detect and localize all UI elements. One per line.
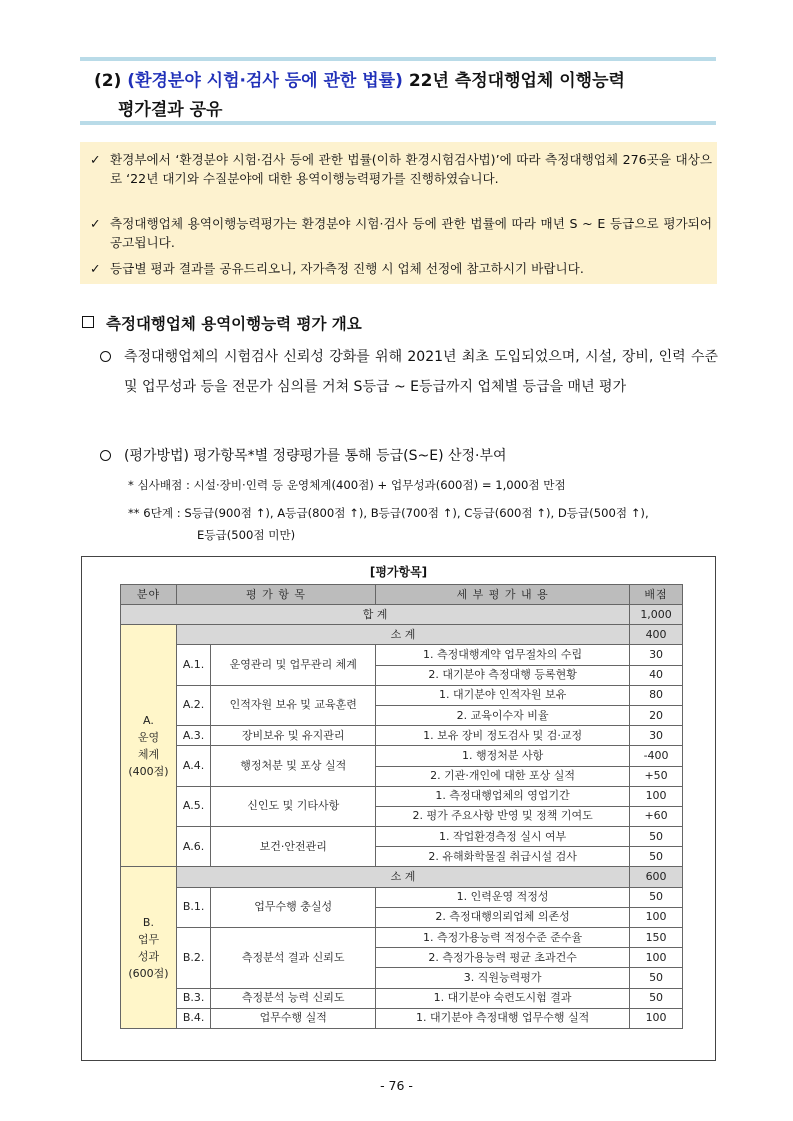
evaluation-table: [120, 584, 683, 1029]
subtotal-row: [121, 625, 683, 645]
item-name: 업무수행 충실성: [211, 887, 376, 927]
detail-score: 50: [630, 968, 683, 988]
item-code: B.3.: [176, 988, 211, 1008]
circle-bullet-icon: [100, 351, 111, 362]
square-bullet-icon: [82, 316, 94, 328]
detail-score: 80: [630, 685, 683, 705]
detail-text: 1. 측정대행계약 업무절차의 수립: [376, 645, 630, 665]
category-label-line: 체계: [137, 747, 160, 761]
grade-note: ** 6단계 : S등급(900점 ↑), A등급(800점 ↑), B등급(700점 ↑), C등급(600점 ↑), D등급(500점 ↑),: [128, 506, 649, 520]
detail-score: 30: [630, 645, 683, 665]
evaluation-table-frame: [81, 556, 716, 1061]
header-item: 평 가 항 목: [176, 585, 375, 605]
detail-score: -400: [630, 746, 683, 766]
table-row: [121, 726, 683, 746]
header-score: 배점: [630, 585, 683, 605]
page-number: - 76 -: [380, 1078, 413, 1093]
title-law-name: (환경분야 시험·검사 등에 관한 법률): [127, 71, 403, 91]
detail-text: 2. 기관·개인에 대한 포상 실적: [376, 766, 630, 786]
item-name: 행정처분 및 포상 실적: [211, 746, 376, 786]
detail-text: 1. 행정처분 사항: [376, 746, 630, 766]
category-label-line: 성과: [137, 949, 160, 963]
detail-text: 2. 대기분야 측정대행 등록현황: [376, 665, 630, 685]
item-code: B.2.: [176, 928, 211, 989]
circle-bullet-icon: [100, 450, 111, 461]
notice-item: [90, 259, 712, 278]
item-code: A.1.: [176, 645, 211, 685]
detail-text: 1. 작업환경측정 실시 여부: [376, 827, 630, 847]
table-row: [121, 1008, 683, 1028]
detail-text: 1. 측정대행업체의 영업기간: [376, 786, 630, 806]
table-header-row: [121, 585, 683, 605]
check-icon: ✓: [90, 152, 101, 167]
detail-score: 100: [630, 907, 683, 927]
bullet-text: 측정대행업체의 시험검사 신뢰성 강화를 위해 2021년 최초 도입되었으며, 시설, 장비, 인력 수준 및 업무성과 등을 전문가 심의를 거쳐 S등급 ~ E등급까지 업체별 등급을 매년 평가: [124, 349, 718, 395]
item-code: B.4.: [176, 1008, 211, 1028]
item-code: A.2.: [176, 685, 211, 725]
header-field: 분야: [121, 585, 177, 605]
detail-text: 1. 보유 장비 정도검사 및 검·교정: [376, 726, 630, 746]
table-row: [121, 746, 683, 766]
category-label-line: A.: [143, 713, 154, 727]
category-label-line: B.: [142, 915, 154, 929]
detail-score: 50: [630, 988, 683, 1008]
item-code: A.3.: [176, 726, 211, 746]
item-name: 업무수행 실적: [211, 1008, 376, 1028]
title-line-2: 평가결과 공유: [118, 100, 223, 120]
header-detail: 세 부 평 가 내 용: [376, 585, 630, 605]
detail-text: 1. 인력운영 적정성: [376, 887, 630, 907]
table-row: [121, 786, 683, 806]
document-title: [94, 67, 714, 125]
item-code: A.5.: [176, 786, 211, 826]
detail-text: 2. 측정대행의뢰업체 의존성: [376, 907, 630, 927]
detail-text: 2. 교육이수자 비율: [376, 705, 630, 725]
total-row: [121, 605, 683, 625]
detail-score: 20: [630, 705, 683, 725]
detail-score: 100: [630, 1008, 683, 1028]
item-name: 장비보유 및 유지관리: [211, 726, 376, 746]
title-bar: [80, 57, 716, 125]
item-name: 운영관리 및 업무관리 체계: [211, 645, 376, 685]
notice-item: [90, 150, 712, 188]
detail-text: 1. 측정가용능력 적정수준 준수율: [376, 928, 630, 948]
detail-text: 1. 대기분야 측정대행 업무수행 실적: [376, 1008, 630, 1028]
total-score: 1,000: [630, 605, 683, 625]
title-bottom-rule: [80, 121, 716, 125]
bullet-item: [100, 342, 718, 402]
detail-score: 50: [630, 827, 683, 847]
detail-text: 2. 측정가용능력 평균 초과건수: [376, 948, 630, 968]
total-label: 합 계: [121, 605, 630, 625]
item-code: B.1.: [176, 887, 211, 927]
title-top-rule: [80, 57, 716, 61]
subtotal-label: 소 계: [176, 867, 629, 887]
item-name: 보건·안전관리: [211, 827, 376, 867]
table-row: [121, 988, 683, 1008]
subtotal-row: [121, 867, 683, 887]
bullet-item: [100, 441, 718, 471]
item-name: 측정분석 결과 신뢰도: [211, 928, 376, 989]
check-icon: ✓: [90, 216, 101, 231]
detail-text: 1. 대기분야 숙련도시험 결과: [376, 988, 630, 1008]
category-cell: [121, 625, 177, 867]
item-code: A.6.: [176, 827, 211, 867]
detail-score: 50: [630, 847, 683, 867]
detail-score: 50: [630, 887, 683, 907]
detail-score: 100: [630, 786, 683, 806]
item-code: A.4.: [176, 746, 211, 786]
subtotal-label: 소 계: [176, 625, 629, 645]
check-icon: ✓: [90, 261, 101, 276]
detail-text: 2. 유해화학물질 취급시설 검사: [376, 847, 630, 867]
category-label-line: 운영: [137, 730, 160, 744]
table-row: [121, 685, 683, 705]
notice-item: [90, 214, 712, 252]
detail-score: +50: [630, 766, 683, 786]
section-heading-text: 측정대행업체 용역이행능력 평가 개요: [106, 315, 362, 333]
detail-score: +60: [630, 806, 683, 826]
detail-score: 100: [630, 948, 683, 968]
detail-text: 3. 직원능력평가: [376, 968, 630, 988]
bullet-text: (평가방법) 평가항목*별 정량평가를 통해 등급(S~E) 산정·부여: [124, 448, 507, 464]
item-name: 신인도 및 기타사항: [211, 786, 376, 826]
subtotal-score: 400: [630, 625, 683, 645]
item-name: 인적자원 보유 및 교육훈련: [211, 685, 376, 725]
detail-score: 40: [630, 665, 683, 685]
category-label-line: (400점): [128, 764, 169, 778]
title-rest: 22년 측정대행업체 이행능력: [408, 71, 625, 91]
detail-score: 150: [630, 928, 683, 948]
title-number: (2): [94, 71, 122, 91]
detail-text: 1. 대기분야 인적자원 보유: [376, 685, 630, 705]
table-row: [121, 645, 683, 665]
detail-text: 2. 평가 주요사항 반영 및 정책 기여도: [376, 806, 630, 826]
section-heading: [82, 312, 362, 334]
category-cell: [121, 867, 177, 1029]
item-name: 측정분석 능력 신뢰도: [211, 988, 376, 1008]
notice-box: [80, 142, 717, 284]
table-row: [121, 887, 683, 907]
notice-text: 측정대행업체 용역이행능력평가는 환경분야 시험·검사 등에 관한 법률에 따라 매년 S ~ E 등급으로 평가되어 공고됩니다.: [110, 216, 712, 250]
table-row: [121, 928, 683, 948]
scoring-note: * 심사배점 : 시설·장비·인력 등 운영체계(400점) + 업무성과(600점) = 1,000점 만점: [128, 478, 566, 492]
category-label-line: (600점): [128, 966, 169, 980]
grade-note-cont: E등급(500점 미만): [197, 528, 296, 542]
table-caption: [평가항목]: [369, 565, 428, 579]
category-label-line: 업무: [137, 932, 160, 946]
notice-text: 환경부에서 ‘환경분야 시험·검사 등에 관한 법률(이하 환경시험검사법)’에 따라 측정대행업체 276곳을 대상으로 ‘22년 대기와 수질분야에 대한 용역이행능력평가를 진행하였습니다.: [110, 152, 712, 186]
detail-score: 30: [630, 726, 683, 746]
notice-text: 등급별 평과 결과를 공유드리오니, 자가측정 진행 시 업체 선정에 참고하시기 바랍니다.: [110, 261, 584, 276]
table-row: [121, 827, 683, 847]
subtotal-score: 600: [630, 867, 683, 887]
